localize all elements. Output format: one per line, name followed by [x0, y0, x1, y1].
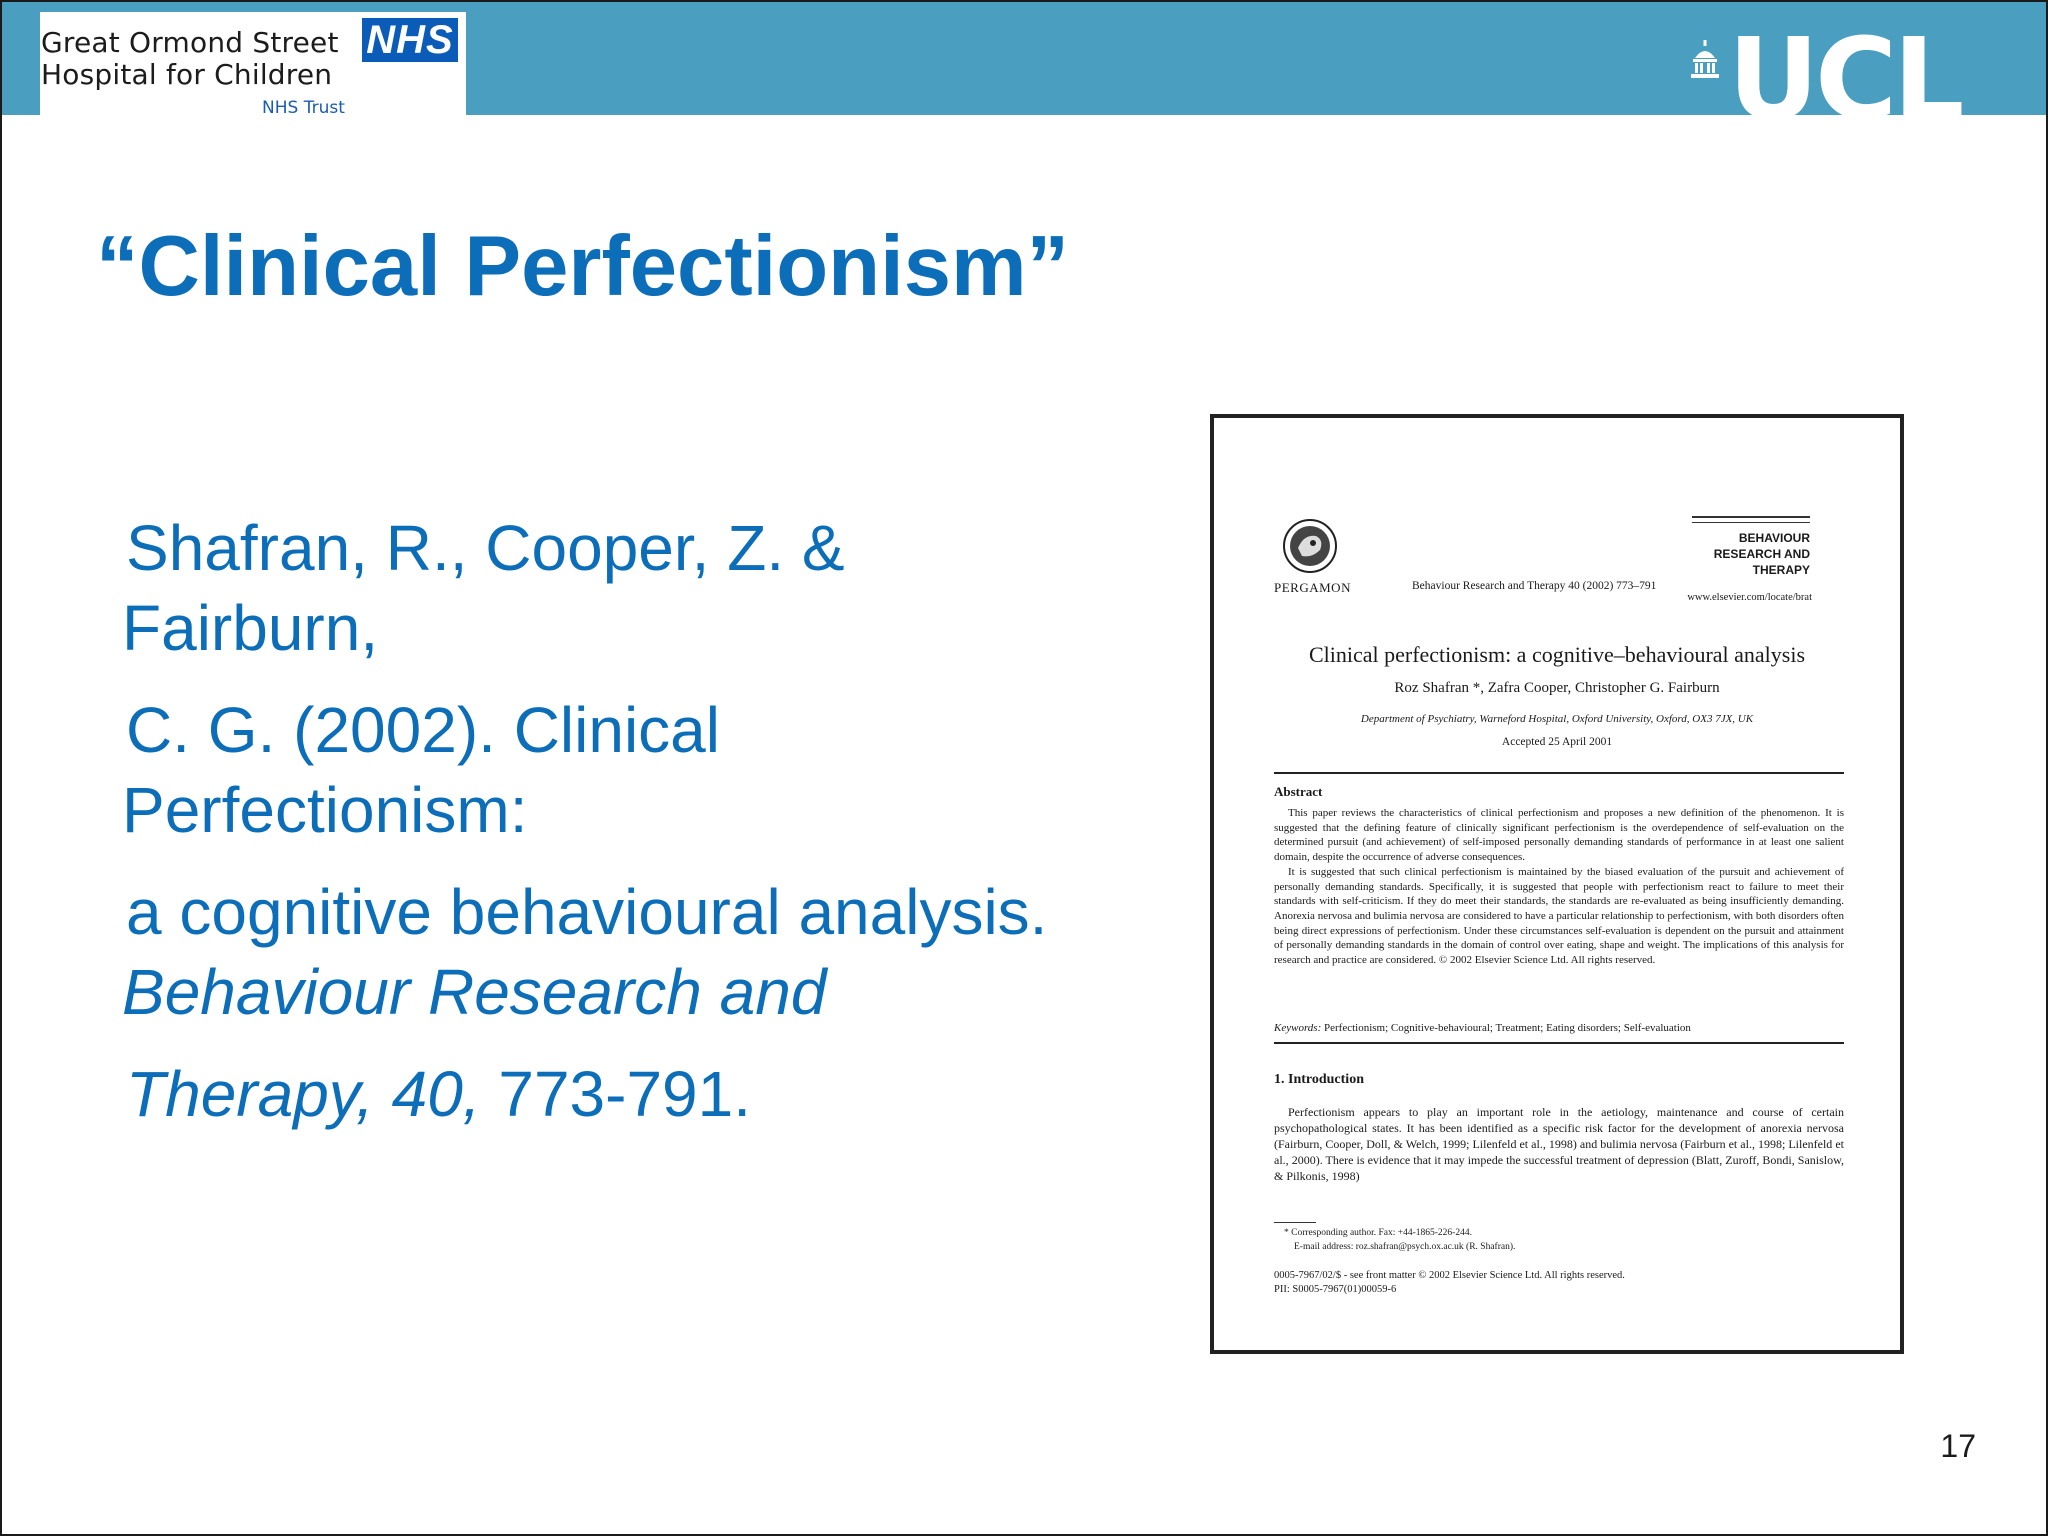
pergamon-emblem-icon [1282, 518, 1338, 574]
journal-name-line1: BEHAVIOUR [1738, 531, 1810, 545]
citation-line-3: C. G. (2002). Clinical [126, 694, 720, 766]
citation-line-2: Fairburn, [122, 592, 379, 664]
paper-intro-heading: 1. Introduction [1274, 1072, 1364, 1087]
paper-thumbnail [1210, 414, 1904, 1354]
citation-journal-volume: Therapy, 40, [126, 1058, 481, 1130]
paper-journal-ref: Behaviour Research and Therapy 40 (2002) 773–791 [1412, 580, 1657, 592]
paper-keywords [1274, 1022, 1691, 1034]
citation-pages: 773-791. [480, 1058, 751, 1130]
paper-journal-name [1684, 530, 1810, 578]
paper-affiliation: Department of Psychiatry, Warneford Hospital, Oxford University, Oxford, OX3 7JX, UK [1360, 713, 1754, 725]
paper-footnote-email: E-mail address: roz.shafran@psych.ox.ac.uk (R. Shafran). [1294, 1242, 1516, 1252]
paper-authors: Roz Shafran *, Zafra Cooper, Christopher G. Fairburn [1394, 680, 1720, 696]
paper-rule [1274, 772, 1844, 774]
keywords-label: Keywords: [1274, 1022, 1322, 1034]
ucl-wordmark: UCL [1728, 15, 1961, 145]
ucl-logo [1688, 15, 1988, 145]
citation-line-1: Shafran, R., Cooper, Z. & [126, 512, 845, 584]
citation [122, 508, 1186, 1134]
gosh-logo-line1: Great Ormond Street [41, 26, 339, 59]
paper-intro-text: Perfectionism appears to play an important role in the aetiology, maintenance and course of certain psychopathological states. It has been identified as a specific risk factor for the development of anorexia nervosa (Fairburn, Cooper, Doll, & Welch, 1999; Lilenfeld et al., 1998) and bulimia nervosa (Fairburn et al., 1998; Lilenfeld et al., 2000). There is evidence that it may impede the successful treatment of depression (Blatt, Zuroff, Bondi, Sanislow, & Pilkonis, 1998) [1274, 1105, 1844, 1183]
paper-pii: PII: S0005-7967(01)00059-6 [1274, 1284, 1397, 1295]
journal-name-line2: RESEARCH AND [1713, 547, 1810, 561]
keywords-list: Perfectionism; Cognitive-behavioural; Treatment; Eating disorders; Self-evaluation [1321, 1022, 1691, 1034]
nhs-mark: NHS [362, 18, 458, 62]
gosh-logo [40, 12, 466, 120]
citation-line-4: Perfectionism: [122, 774, 528, 846]
nhs-trust-label: NHS Trust [262, 98, 345, 118]
citation-line-7 [126, 1054, 1186, 1134]
footnote-rule [1274, 1222, 1316, 1223]
paper-rule [1274, 1042, 1844, 1044]
abstract-paragraph-1: This paper reviews the characteristics of clinical perfectionism and proposes a new definition of the phenomenon. It is suggested that the defining feature of clinically significant perfectionism is the overdependence of self-evaluation on the determined pursuit (and achievement) of self-imposed personally demanding standards of performance in at least one salient domain, despite the occurrence of adverse consequences. [1274, 807, 1844, 864]
slide-title: “Clinical Perfectionism” [96, 219, 1070, 314]
paper-abstract-heading: Abstract [1274, 784, 1323, 799]
paper-abstract [1274, 806, 1844, 968]
gosh-logo-line2: Hospital for Children [41, 58, 333, 91]
journal-name-rule [1692, 516, 1810, 518]
slide-page-number: 17 [1940, 1428, 1976, 1464]
portico-dome-icon [1690, 40, 1720, 80]
paper-title: Clinical perfectionism: a cognitive–behavioural analysis [1308, 642, 1806, 667]
citation-line-5: a cognitive behavioural analysis. [126, 876, 1048, 948]
journal-name-rule [1692, 522, 1810, 523]
abstract-paragraph-2: It is suggested that such clinical perfectionism is maintained by the biased evaluation of the pursuit and achievement of personally demanding standards. Specifically, it is suggested that people with perfectionism react to failure to meet their standards with self-criticism. If they do meet their standards, the standards are re-evaluated as being insufficiently demanding. Anorexia nervosa and bulimia nervosa are considered to have a particular relationship to perfectionism, with both disorders often being direct expressions of perfectionism. Under these circumstances self-evaluation is dependent on the pursuit and attainment of personally demanding standards in the domain of control over eating, shape and weight. The implications of this analysis for research and practice are considered. © 2002 Elsevier Science Ltd. All rights reserved. [1274, 865, 1844, 967]
paper-accepted-date: Accepted 25 April 2001 [1501, 736, 1613, 748]
paper-issn: 0005-7967/02/$ - see front matter © 2002 Elsevier Science Ltd. All rights reserved. [1274, 1270, 1625, 1281]
citation-line-6: Behaviour Research and [122, 956, 827, 1028]
journal-name-line3: THERAPY [1752, 563, 1810, 577]
paper-publisher: PERGAMON [1274, 580, 1351, 595]
paper-url: www.elsevier.com/locate/brat [1687, 592, 1812, 603]
paper-footnote-author: * Corresponding author. Fax: +44-1865-226-244. [1284, 1228, 1472, 1238]
